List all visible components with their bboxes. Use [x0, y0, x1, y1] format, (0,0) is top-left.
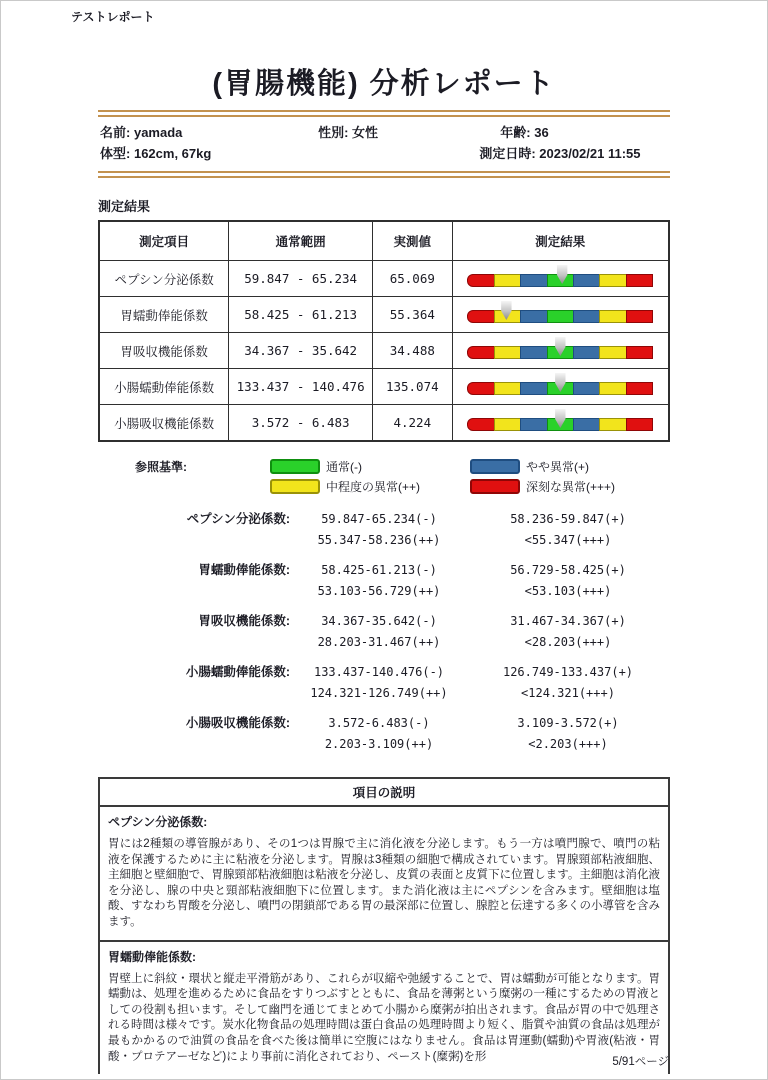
bar-segment	[467, 382, 494, 395]
legend-item-mild: やや異常(+)	[470, 458, 670, 475]
green-swatch	[270, 459, 320, 474]
item-name: 胃吸収機能係数	[99, 333, 229, 369]
result-bar	[467, 382, 653, 395]
blue-swatch	[470, 459, 520, 474]
measured-value: 34.488	[373, 333, 453, 369]
explanation-box	[98, 777, 670, 1074]
col-header-item: 測定項目	[99, 221, 229, 261]
legend-item-severe: 深刻な異常(+++)	[470, 478, 670, 495]
bar-segment	[626, 310, 653, 323]
bar-segment	[520, 310, 547, 323]
explanation-section-body: 胃壁上に斜紋・環状と縦走平滑筋があり、これらが収縮や弛緩することで、胃は蠕動が可能となります。胃蠕動は、処理を進めるために食品をすりつぶすとともに、食品を薄粥という糜粥の一種にするための胃液としての役割も担います。そして幽門を通じてまとめて小腸から糜粥が拍出されます。食品が胃の中で処理される時間は様々です。炭水化物食品の処理時間は蛋白食品の処理時間より短く、脂質や油質の食品は処理が最もかかるので油質の食品を食べた後は簡単に空腹にはなりません。食品は胃運動(蠕動)や胃液(粘液・胃酸・プロテアーゼなど)により事前に消化されており、ペースト(糜粥)を形	[108, 972, 660, 1063]
bar-segment	[573, 382, 600, 395]
bar-segment	[626, 346, 653, 359]
bar-segment	[547, 310, 574, 323]
explanation-section-title: 胃蠕動俸能係数:	[108, 949, 196, 964]
explanation-section-peristalsis	[100, 942, 668, 1075]
col-header-result: 測定結果	[452, 221, 669, 261]
bar-segment	[573, 310, 600, 323]
measured-value: 55.364	[373, 297, 453, 333]
item-name: ペプシン分泌係数	[99, 261, 229, 297]
legend-item-moderate: 中程度の異常(++)	[270, 478, 470, 495]
explanation-box-title: 項目の説明	[100, 779, 668, 807]
reference-item: 小腸蠕動俸能係数: 133.437-140.476(-) 124.321-126.749(++) 126.749-133.437(+) <124.321(+++)	[185, 665, 634, 700]
bar-segment	[599, 274, 626, 287]
table-row	[99, 261, 669, 297]
reference-ranges	[98, 509, 670, 755]
watermark-label: テストレポート	[71, 10, 155, 24]
explanation-section-title: ペプシン分泌係数:	[108, 815, 208, 829]
normal-range: 3.572 - 6.483	[229, 405, 373, 442]
bar-segment	[520, 418, 547, 431]
measurement-datetime: 測定日時: 2023/02/21 11:55	[479, 146, 641, 161]
result-bar	[467, 346, 653, 359]
bar-segment	[494, 274, 521, 287]
explanation-section-pepsin	[100, 807, 668, 942]
normal-range: 58.425 - 61.213	[229, 297, 373, 333]
bar-segment	[573, 274, 600, 287]
bar-segment	[626, 418, 653, 431]
legend-item-normal: 通常(-)	[270, 458, 470, 475]
bar-segment	[626, 382, 653, 395]
legend	[98, 458, 670, 495]
reference-item: 胃蠕動俸能係数: 58.425-61.213(-) 53.103-56.729(++) 56.729-58.425(+) <53.103(+++)	[198, 563, 626, 598]
reference-item: ペプシン分泌係数: 59.847-65.234(-) 55.347-58.236(++) 58.236-59.847(+) <55.347(+++)	[186, 512, 626, 547]
result-bar	[467, 418, 653, 431]
col-header-range: 通常範囲	[229, 221, 373, 261]
page-title: (胃腸機能) 分析レポート	[212, 68, 556, 100]
normal-range: 133.437 - 140.476	[229, 369, 373, 405]
result-bar	[467, 274, 653, 287]
result-bar	[467, 310, 653, 323]
golden-rule-bottom	[98, 171, 670, 178]
measured-value: 135.074	[373, 369, 453, 405]
table-row	[99, 405, 669, 442]
measured-value: 65.069	[373, 261, 453, 297]
bar-segment	[599, 346, 626, 359]
bar-segment	[599, 310, 626, 323]
bar-segment	[494, 418, 521, 431]
patient-name: 名前: yamada	[100, 125, 183, 140]
bar-segment	[573, 346, 600, 359]
bar-segment	[626, 274, 653, 287]
bar-segment	[520, 382, 547, 395]
golden-rule-top	[98, 110, 670, 117]
page-number: 5/91ページ	[612, 1056, 669, 1068]
table-row	[99, 333, 669, 369]
legend-label: 参照基準:	[135, 460, 187, 474]
col-header-value: 実測値	[373, 221, 453, 261]
red-swatch	[470, 479, 520, 494]
patient-age: 年齢: 36	[500, 125, 549, 140]
bar-segment	[494, 382, 521, 395]
yellow-swatch	[270, 479, 320, 494]
patient-gender: 性別: 女性	[318, 125, 379, 140]
bar-segment	[467, 310, 494, 323]
normal-range: 59.847 - 65.234	[229, 261, 373, 297]
reference-item: 胃吸収機能係数: 34.367-35.642(-) 28.203-31.467(++) 31.467-34.367(+) <28.203(+++)	[198, 614, 626, 649]
bar-segment	[520, 274, 547, 287]
table-row	[99, 297, 669, 333]
bar-segment	[573, 418, 600, 431]
results-table	[98, 220, 670, 442]
bar-segment	[599, 418, 626, 431]
bar-segment	[467, 274, 494, 287]
bar-segment	[467, 418, 494, 431]
normal-range: 34.367 - 35.642	[229, 333, 373, 369]
bar-segment	[467, 346, 494, 359]
results-section-title: 測定結果	[98, 199, 151, 214]
reference-item: 小腸吸収機能係数: 3.572-6.483(-) 2.203-3.109(++) 3.109-3.572(+) <2.203(+++)	[185, 716, 619, 751]
bar-segment	[599, 382, 626, 395]
patient-body: 体型: 162cm, 67kg	[100, 146, 212, 161]
bar-segment	[494, 346, 521, 359]
bar-segment	[520, 346, 547, 359]
item-name: 小腸蠕動俸能係数	[99, 369, 229, 405]
results-header-row	[99, 221, 669, 261]
table-row	[99, 369, 669, 405]
item-name: 小腸吸収機能係数	[99, 405, 229, 442]
measured-value: 4.224	[373, 405, 453, 442]
patient-info	[98, 117, 670, 169]
explanation-section-body: 胃には2種類の導管腺があり、その1つは胃腺で主に消化液を分泌します。もう一方は噴門腺で、噴門の粘液を保護するために主に粘液を分泌します。胃腺は3種類の細胞で構成されています。胃腺頸部粘液細胞、主細胞と壁細胞で、胃腺頸部粘液細胞は粘液を分泌し、皮質の表面と皮質下に位置します。主細胞は消化液を分泌し、腺の中央と頸部粘液細胞下に位置します。また消化液は主にペプシンを含みます。壁細胞は塩酸、すなわち胃酸を分泌し、噴門の閉鎖部である胃の最深部に位置し、腺腔と伝達する多くの小導管を含みます。	[108, 838, 660, 928]
item-name: 胃蠕動俸能係数	[99, 297, 229, 333]
